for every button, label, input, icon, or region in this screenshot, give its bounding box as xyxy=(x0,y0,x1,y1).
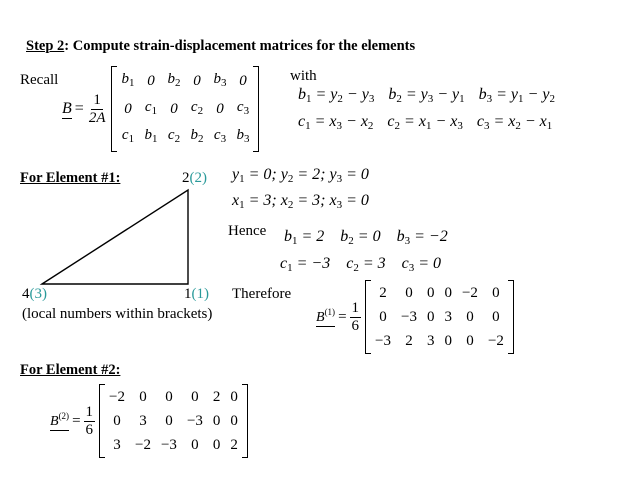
element1-matrix-cell: 0 xyxy=(466,309,474,325)
element1-matrix-cell: 3 xyxy=(444,309,452,325)
b-value: $b_3 = -2$ xyxy=(396,228,448,247)
element2-matrix-cell: 3 xyxy=(139,413,147,429)
element1-y-coords: $y_1 = 0$; $y_2 = 2$; $y_3 = 0$ xyxy=(232,166,369,185)
element1-matrix-cell: 0 xyxy=(492,309,500,325)
element1-B-symbol: $B^{(1)}$ xyxy=(316,307,336,325)
b-value: $b_1 = 2$ xyxy=(284,228,325,247)
recall-matrix-cell: $b_1$ xyxy=(121,71,135,89)
element1-x-coords: $x_1 = 3$; $x_2 = 3$; $x_3 = 0$ xyxy=(232,192,369,211)
recall-matrix-cell: $c_1$ xyxy=(121,127,135,145)
recall-matrix-cell: $b_2$ xyxy=(190,127,204,145)
element2-matrix-cell: 0 xyxy=(165,413,173,429)
element2-matrix-cell: 0 xyxy=(139,389,147,405)
element2-matrix-cell: 0 xyxy=(212,413,221,429)
element2-matrix-cell: −2 xyxy=(109,389,125,405)
element2-matrix-cell: 2 xyxy=(230,437,238,453)
recall-matrix-cell: $b_3$ xyxy=(213,71,227,89)
node-left-global: 4 xyxy=(22,286,30,302)
element1-frac-den: 6 xyxy=(351,317,360,334)
recall-label: Recall xyxy=(20,72,59,88)
element1-matrix-cell: 0 xyxy=(426,285,435,301)
element2-fraction xyxy=(84,404,96,439)
element1-matrix-cell: 2 xyxy=(379,285,387,301)
element2-frac-num: 1 xyxy=(85,403,94,420)
step-label: Step 2 xyxy=(26,38,65,54)
recall-matrix-cell: 0 xyxy=(216,101,224,117)
b-definition: $b_2 = y_3 - y_1$ xyxy=(388,86,465,105)
element2-matrix-cell: −3 xyxy=(186,413,203,429)
element1-matrix-cell: 2 xyxy=(405,333,413,349)
node-top-local: (2) xyxy=(189,170,207,186)
element2-matrix-cell: 0 xyxy=(212,437,221,453)
element1-fraction xyxy=(350,300,362,335)
recall-matrix-cell: $b_1$ xyxy=(144,127,158,145)
element1-matrix-row xyxy=(370,329,509,353)
c-value: $c_3 = 0$ xyxy=(401,255,442,274)
element2-matrix-cell: 0 xyxy=(230,389,238,405)
recall-matrix-cell: $b_3$ xyxy=(236,127,250,145)
element1-c-values xyxy=(280,255,457,274)
c-definition: $c_1 = x_3 - x_2$ xyxy=(298,113,374,132)
node-right-local: (1) xyxy=(191,286,209,302)
recall-matrix-row xyxy=(116,67,254,95)
recall-matrix-cell: $c_3$ xyxy=(213,127,227,145)
element2-title: For Element #2: xyxy=(20,362,121,378)
element1-frac-num: 1 xyxy=(351,299,360,316)
element1-matrix-cell: −2 xyxy=(461,285,478,301)
recall-frac-num: 1 xyxy=(93,91,101,108)
node-top-global: 2 xyxy=(182,170,190,186)
element2-B-equation: $B^{(2)}$ = $\frac{1}{6}$ −2 0 0 0 2 0 0 3 0 −3 0 0 3 −2 −3 0 0 2 xyxy=(50,384,248,458)
recall-matrix xyxy=(111,66,259,152)
element1-matrix xyxy=(365,280,514,354)
element1-matrix-cell: 0 xyxy=(405,285,413,301)
step-description: : Compute strain-displacement matrices for the elements xyxy=(64,38,416,54)
c-definition: $c_3 = x_2 - x_1$ xyxy=(476,113,553,132)
c-definition: $c_2 = x_1 - x_3$ xyxy=(387,113,463,132)
step-heading xyxy=(26,38,415,55)
element1-matrix-cell: 3 xyxy=(426,333,435,349)
recall-fraction xyxy=(87,92,108,127)
node-left-local: (3) xyxy=(29,286,47,302)
element2-matrix-cell: 0 xyxy=(191,437,199,453)
element2-matrix-cell: −2 xyxy=(135,437,151,453)
element2-matrix-cell: 0 xyxy=(165,389,173,405)
recall-matrix-cell: $c_1$ xyxy=(144,99,158,117)
node-right-global: 1 xyxy=(184,286,192,302)
element1-matrix-cell: −3 xyxy=(401,309,417,325)
triangle-shape xyxy=(42,190,188,284)
element1-B-equation: $B^{(1)}$ = $\frac{1}{6}$ 2 0 0 0 −2 0 0 −3 0 3 0 0 −3 2 3 0 0 −2 xyxy=(316,280,514,354)
hence-label: Hence xyxy=(228,223,267,239)
element1-matrix-row xyxy=(370,305,509,329)
recall-matrix-cell: $c_2$ xyxy=(190,99,204,117)
element2-matrix-cell: 0 xyxy=(230,413,238,429)
with-b-definitions xyxy=(298,86,569,105)
recall-B-equation: B = $\frac{1}{2A}$ $b_1$ 0 $b_2$ 0 $b_3$ 0 0 $c_1$ 0 $c_2$ 0 $c_3$ $c_1$ $b_1$ $c_2$ $b_2$ $c_3$ $b_3$ xyxy=(62,66,259,152)
recall-matrix-cell: 0 xyxy=(124,101,132,117)
element1-node-right xyxy=(184,286,209,303)
element1-matrix-cell: 0 xyxy=(444,285,452,301)
element2-matrix-cell: 0 xyxy=(113,413,121,429)
element1-title: For Element #1: xyxy=(20,170,121,186)
element1-matrix-cell: −3 xyxy=(375,333,391,349)
element2-matrix-cell: 3 xyxy=(113,437,121,453)
recall-matrix-cell: $c_3$ xyxy=(236,99,250,117)
therefore-label: Therefore xyxy=(232,286,292,302)
with-c-definitions xyxy=(298,113,566,132)
element1-matrix-cell: 0 xyxy=(426,309,435,325)
b-definition: $b_3 = y_1 - y_2$ xyxy=(478,86,555,105)
element2-frac-den: 6 xyxy=(85,421,94,438)
element1-triangle-diagram xyxy=(30,180,200,290)
element2-matrix-cell: −3 xyxy=(160,437,177,453)
c-value: $c_2 = 3$ xyxy=(346,255,386,274)
element1-matrix-row xyxy=(370,281,509,305)
c-value: $c_1 = -3$ xyxy=(280,255,331,274)
element2-matrix-row xyxy=(104,409,243,433)
recall-matrix-cell: 0 xyxy=(239,73,247,89)
recall-matrix-cell: $c_2$ xyxy=(167,127,181,145)
recall-matrix-row xyxy=(116,123,254,151)
recall-matrix-cell: 0 xyxy=(147,73,155,89)
element1-b-values xyxy=(284,228,464,247)
recall-B-symbol: B xyxy=(62,99,72,117)
element2-matrix-cell: 2 xyxy=(212,389,221,405)
element2-matrix-cell: 0 xyxy=(191,389,199,405)
element1-node-left xyxy=(22,286,47,303)
element2-matrix xyxy=(99,384,248,458)
element1-matrix-cell: −2 xyxy=(487,333,504,349)
recall-matrix-cell: 0 xyxy=(170,101,178,117)
element2-matrix-row xyxy=(104,385,243,409)
b-definition: $b_1 = y_2 - y_3$ xyxy=(298,86,375,105)
element2-B-symbol: $B^{(2)}$ xyxy=(50,411,70,429)
element1-matrix-cell: 0 xyxy=(492,285,500,301)
with-label: with xyxy=(290,68,317,84)
b-value: $b_2 = 0$ xyxy=(340,228,381,247)
recall-matrix-cell: 0 xyxy=(193,73,201,89)
recall-frac-den: 2A xyxy=(88,109,106,126)
recall-matrix-cell: $b_2$ xyxy=(167,71,181,89)
element1-matrix-cell: 0 xyxy=(444,333,452,349)
element1-note: (local numbers within brackets) xyxy=(22,306,213,322)
element1-matrix-cell: 0 xyxy=(379,309,387,325)
recall-matrix-row xyxy=(116,95,254,123)
element1-matrix-cell: 0 xyxy=(466,333,474,349)
element2-matrix-row xyxy=(104,433,243,457)
